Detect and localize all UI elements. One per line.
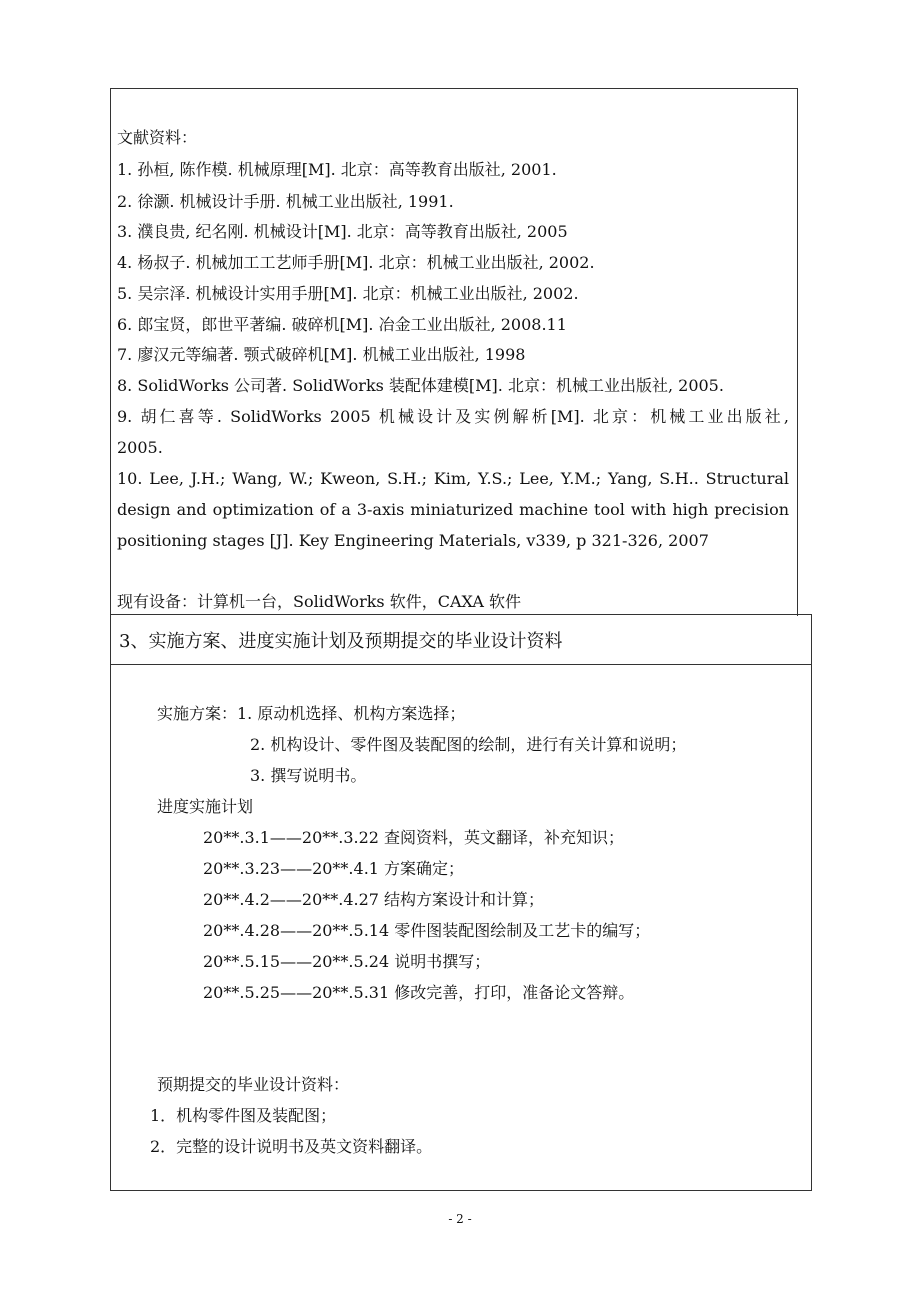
reference-item: 6. 郎宝贤，郎世平著编. 破碎机[M]. 冶金工业出版社, 2008.11 [117, 315, 567, 334]
reference-item: 8. SolidWorks 公司著. SolidWorks 装配体建模[M]. 北京：机械工业出版社, 2005. [117, 376, 724, 395]
plan-label: 实施方案：1. 原动机选择、机构方案选择； [157, 704, 466, 723]
reference-item: 1. 孙桓, 陈作模. 机械原理[M]. 北京：高等教育出版社, 2001. [117, 160, 557, 179]
reference-item-10-line1: 10. Lee, J.H.; Wang, W.; Kweon, S.H.; Kim, Y.S.; Lee, Y.M.; Yang, S.H.. Structural [117, 469, 789, 488]
reference-item-9-line2: 2005. [117, 438, 163, 457]
equipment-line: 现有设备：计算机一台，SolidWorks 软件，CAXA 软件 [117, 592, 521, 611]
reference-item: 7. 廖汉元等编著. 颚式破碎机[M]. 机械工业出版社, 1998 [117, 345, 526, 364]
schedule-item: 20**.3.23——20**.4.1 方案确定； [203, 859, 465, 878]
deliverables-label: 预期提交的毕业设计资料： [157, 1075, 350, 1094]
deliverable-item: 2．完整的设计说明书及英文资料翻译。 [150, 1137, 433, 1156]
reference-item-10-line3: positioning stages [J]. Key Engineering Materials, v339, p 321-326, 2007 [117, 531, 709, 550]
schedule-item: 20**.5.15——20**.5.24 说明书撰写； [203, 952, 491, 971]
reference-item-10-line2: design and optimization of a 3-axis miniaturized machine tool with high precision [117, 500, 789, 519]
reference-item: 5. 吴宗泽. 机械设计实用手册[M]. 北京：机械工业出版社, 2002. [117, 284, 579, 303]
schedule-item: 20**.4.28——20**.5.14 零件图装配图绘制及工艺卡的编写； [203, 921, 651, 940]
references-heading: 文献资料： [117, 128, 198, 147]
schedule-item: 20**.4.2——20**.4.27 结构方案设计和计算； [203, 890, 545, 909]
reference-item: 4. 杨叔子. 机械加工工艺师手册[M]. 北京：机械工业出版社, 2002. [117, 253, 595, 272]
reference-item: 2. 徐灏. 机械设计手册. 机械工业出版社, 1991. [117, 192, 454, 211]
schedule-item: 20**.5.25——20**.5.31 修改完善，打印，准备论文答辩。 [203, 983, 635, 1002]
deliverable-item: 1．机构零件图及装配图； [150, 1106, 337, 1125]
page-number: - 2 - [448, 1212, 472, 1226]
section3-title: 3、实施方案、进度实施计划及预期提交的毕业设计资料 [111, 615, 811, 665]
schedule-label: 进度实施计划 [157, 797, 254, 816]
reference-item-9-line1: 9. 胡仁喜等. SolidWorks 2005 机械设计及实例解析[M]. 北京：机械工业出版社, [117, 407, 789, 426]
plan-item: 3. 撰写说明书。 [250, 766, 367, 785]
schedule-item: 20**.3.1——20**.3.22 查阅资料，英文翻译，补充知识； [203, 828, 625, 847]
reference-item: 3. 濮良贵, 纪名刚. 机械设计[M]. 北京：高等教育出版社, 2005 [117, 222, 568, 241]
plan-item: 2. 机构设计、零件图及装配图的绘制，进行有关计算和说明； [250, 735, 687, 754]
